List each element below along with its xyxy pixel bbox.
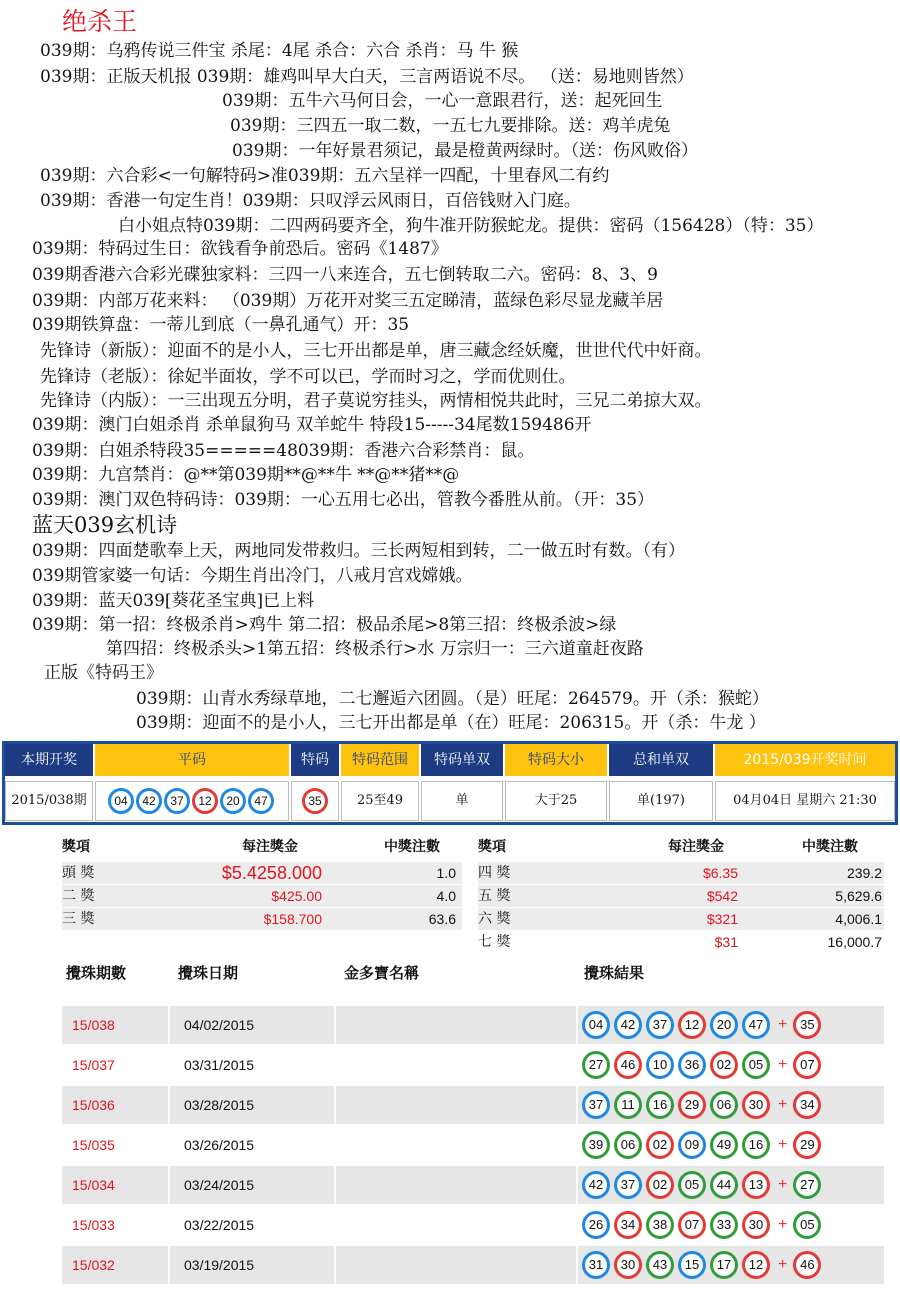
text-line: 039期：六合彩<一句解特码>准039期：五六呈祥一四配，十里春风二有约 [40, 166, 610, 186]
prize-count: 4,006.1 [835, 911, 882, 927]
lottery-ball: 15 [678, 1251, 706, 1279]
draw-row [62, 1166, 884, 1204]
lottery-ball: 27 [793, 1171, 821, 1199]
prize-count: 1.0 [436, 865, 456, 881]
draw-date: 03/19/2015 [170, 1246, 334, 1284]
lottery-ball: 42 [614, 1011, 642, 1039]
lottery-ball: 04 [108, 788, 134, 814]
lottery-ball: 11 [614, 1091, 642, 1119]
text-line: 039期：蓝天039[葵花圣宝典]已上料 [32, 591, 315, 611]
lottery-ball: 38 [646, 1211, 674, 1239]
lottery-ball: 39 [582, 1131, 610, 1159]
draw-row [62, 1126, 884, 1164]
lottery-ball: 37 [582, 1091, 610, 1119]
draw-name [336, 1166, 576, 1204]
lottery-ball: 29 [793, 1131, 821, 1159]
draw-name [336, 1006, 576, 1044]
lottery-ball: 10 [646, 1051, 674, 1079]
text-line: 039期香港六合彩光碟独家料：三四一八来连合，五七倒转取二六。密码：8、3、9 [32, 265, 658, 285]
draw-row [62, 1046, 884, 1084]
draw-id: 15/032 [62, 1246, 168, 1284]
prize-row [62, 908, 462, 930]
text-line: 先锋诗（内版）：一三出现五分明，君子莫说穷挂头，两情相悦共此时，三兄二弟掠大双。 [40, 391, 712, 411]
lottery-ball: 36 [678, 1051, 706, 1079]
draw-result [578, 1086, 884, 1124]
draw-id: 15/036 [62, 1086, 168, 1124]
draw-id: 15/038 [62, 1006, 168, 1044]
lottery-ball: 09 [678, 1131, 706, 1159]
prize-row [478, 931, 884, 953]
lottery-ball: 43 [646, 1251, 674, 1279]
header-special-size: 特码大小 [505, 744, 607, 776]
plus-sign: + [778, 1176, 788, 1193]
text-line: 039期：澳门白姐杀肖 杀单鼠狗马 双羊蛇牛 特段15-----34尾数159486开 [32, 415, 592, 435]
prize-amount: $31 [714, 934, 738, 950]
prize-header-count-right: 中獎注數 [802, 839, 858, 855]
prize-count: 239.2 [846, 865, 882, 881]
regular-balls [95, 781, 289, 821]
lottery-ball: 30 [742, 1211, 770, 1239]
lottery-ball: 34 [614, 1211, 642, 1239]
text-line: 039期铁算盘：一蒂儿到底（一鼻孔通气）开：35 [32, 315, 410, 335]
text-line: 正版《特码王》 [44, 663, 163, 683]
prize-header-amount: 每注獎金 [242, 839, 298, 855]
special-odd-even-value: 单 [421, 781, 503, 821]
lottery-ball: 37 [164, 788, 190, 814]
prize-name: 頭 獎 [62, 865, 95, 881]
draw-id: 15/034 [62, 1166, 168, 1204]
text-line: 039期：香港一句定生肖！039期：只叹浮云风雨日，百倍钱财入门庭。 [40, 191, 581, 211]
draw-name [336, 1246, 576, 1284]
text-line: 039期：第一招：终极杀肖>鸡牛 第二招：极品杀尾>8第三招：终极杀波>绿 [32, 615, 617, 635]
draw-date: 03/26/2015 [184, 1137, 255, 1153]
draw-name [336, 1206, 576, 1244]
lottery-ball: 35 [793, 1011, 821, 1039]
text-line: 039期：四面楚歌奉上天，两地同发带救归。三长两短相到转，二一做五时有数。（有） [32, 541, 685, 561]
lottery-ball: 20 [220, 788, 246, 814]
lottery-ball: 31 [582, 1251, 610, 1279]
lottery-ball: 12 [678, 1011, 706, 1039]
lottery-ball: 37 [614, 1171, 642, 1199]
lottery-ball: 07 [793, 1051, 821, 1079]
lottery-ball: 49 [710, 1131, 738, 1159]
page-title: 绝杀王 [62, 7, 138, 36]
draw-header-id: 攪珠期數 [66, 964, 127, 982]
header-next-draw-time: 2015/039开奖时间 [715, 744, 895, 776]
header-special-range: 特码范围 [341, 744, 419, 776]
text-line: 039期管家婆一句话：今期生肖出冷门，八戒月宫戏嫦娥。 [32, 566, 473, 586]
lottery-ball: 17 [710, 1251, 738, 1279]
draw-header-result: 攪珠結果 [584, 964, 645, 982]
draw-result [578, 1246, 884, 1284]
lottery-ball: 05 [793, 1211, 821, 1239]
plus-sign: + [778, 1096, 788, 1113]
prize-count: 4.0 [436, 888, 456, 904]
text-line: 039期：澳门双色特码诗：039期：一心五用七必出，管教今番胜从前。（开：35） [32, 490, 655, 510]
draw-date: 04/02/2015 [170, 1006, 334, 1044]
text-line: 039期：白姐杀特段35=====48039期：香港六合彩禁肖：鼠。 [32, 441, 535, 461]
plus-sign: + [778, 1256, 788, 1273]
plus-sign: + [778, 1216, 788, 1233]
draw-period: 2015/038期 [5, 781, 93, 821]
header-special-odd-even: 特码单双 [421, 744, 503, 776]
text-line: 039期：正版天机报 039期：雄鸡叫早大白天，三言两语说不尽。 （送：易地则皆然） [40, 67, 694, 87]
text-line: 先锋诗（新版）：迎面不的是小人，三七开出都是单，唐三藏念经妖魔，世世代代中奸商。 [40, 341, 712, 361]
text-line: 039期：特码过生日：欲钱看争前恐后。密码《1487》 [32, 239, 448, 259]
special-size-value: 大于25 [505, 781, 607, 821]
text-line: 039期：山青水秀绿草地，二七邂逅六团圆。（是）旺尾：264579。开（杀：猴蛇） [136, 689, 769, 709]
prize-row [478, 908, 884, 930]
lottery-ball: 12 [742, 1251, 770, 1279]
lottery-ball: 29 [678, 1091, 706, 1119]
header-sum-odd-even: 总和单双 [609, 744, 713, 776]
lottery-ball: 16 [742, 1131, 770, 1159]
lottery-ball: 30 [614, 1251, 642, 1279]
draw-date: 03/24/2015 [170, 1166, 334, 1204]
draw-result [578, 1166, 884, 1204]
draw-result [578, 1046, 884, 1084]
lottery-ball: 37 [646, 1011, 674, 1039]
lottery-ball: 33 [710, 1211, 738, 1239]
lottery-ball: 06 [710, 1091, 738, 1119]
special-ball [291, 781, 339, 821]
lottery-ball: 07 [678, 1211, 706, 1239]
prize-name: 七 獎 [478, 934, 511, 950]
draw-id: 15/033 [72, 1217, 115, 1233]
lottery-ball: 05 [678, 1171, 706, 1199]
text-line: 039期：三四五一取二数，一五七九要排除。送：鸡羊虎兔 [230, 116, 671, 136]
prize-header-name-right: 獎項 [478, 839, 506, 855]
lottery-ball: 26 [582, 1211, 610, 1239]
lottery-ball: 34 [793, 1091, 821, 1119]
draw-result [578, 1006, 884, 1044]
plus-sign: + [778, 1136, 788, 1153]
lottery-ball: 16 [646, 1091, 674, 1119]
draw-name [336, 1046, 576, 1084]
prize-count: 63.6 [428, 911, 456, 927]
lottery-ball: 35 [302, 788, 328, 814]
draw-row [62, 1006, 884, 1044]
draw-result-table [2, 741, 898, 825]
lottery-ball: 02 [646, 1171, 674, 1199]
lottery-ball: 04 [582, 1011, 610, 1039]
lottery-ball: 46 [614, 1051, 642, 1079]
text-line: 039期：一年好景君须记，最是橙黄两绿时。（送：伤风败俗） [232, 141, 698, 161]
lottery-ball: 42 [582, 1171, 610, 1199]
draw-result [578, 1206, 884, 1244]
lottery-ball: 44 [710, 1171, 738, 1199]
text-line: 039期：五牛六马何日会，一心一意跟君行，送：起死回生 [222, 91, 663, 111]
draw-header-name: 金多寶名稱 [344, 964, 420, 982]
prize-row [478, 885, 884, 907]
plus-sign: + [778, 1056, 788, 1073]
prize-amount: $5.4258.000 [221, 863, 322, 883]
sum-odd-even-value: 单(197) [609, 781, 713, 821]
text-line: 先锋诗（老版）：徐妃半面妆，学不可以已，学而时习之，学而优则仕。 [40, 367, 576, 387]
text-line: 第四招：终极杀头>1第五招：终极杀行>水 万宗归一：三六道童赶夜路 [106, 639, 644, 659]
draw-row [62, 1086, 884, 1124]
lottery-ball: 06 [614, 1131, 642, 1159]
draw-result [578, 1126, 884, 1164]
draw-date: 03/28/2015 [170, 1086, 334, 1124]
prize-row [62, 885, 462, 907]
text-line: 039期：乌鸦传说三件宝 杀尾：4尾 杀合：六合 杀肖：马 牛 猴 [40, 41, 519, 61]
lottery-ball: 30 [742, 1091, 770, 1119]
draw-row [62, 1206, 884, 1244]
prize-name: 六 獎 [478, 911, 511, 927]
lottery-ball: 20 [710, 1011, 738, 1039]
next-draw-time-value: 04月04日 星期六 21:30 [715, 781, 895, 821]
draw-date: 03/31/2015 [184, 1057, 255, 1073]
prize-row [62, 862, 462, 884]
header-current-draw: 本期开奖 [5, 744, 93, 776]
draw-row [62, 1246, 884, 1284]
draw-name [336, 1086, 576, 1124]
prize-header-amount-right: 每注獎金 [668, 839, 724, 855]
prize-header-name: 獎項 [62, 839, 90, 855]
lottery-ball: 27 [582, 1051, 610, 1079]
lottery-ball: 05 [742, 1051, 770, 1079]
lottery-ball: 12 [192, 788, 218, 814]
lottery-ball: 02 [710, 1051, 738, 1079]
prize-count: 16,000.7 [827, 934, 882, 950]
prize-table [62, 836, 884, 956]
draw-id: 15/035 [72, 1137, 115, 1153]
special-range-value: 25至49 [341, 781, 419, 821]
header-special-number: 特码 [291, 744, 339, 776]
lottery-ball: 02 [646, 1131, 674, 1159]
text-line: 039期：九宫禁肖：@**第039期**@**牛 **@**猪**@ [32, 465, 460, 485]
draw-header-date: 攪珠日期 [178, 964, 239, 982]
lottery-ball: 13 [742, 1171, 770, 1199]
lottery-ball: 47 [742, 1011, 770, 1039]
draw-date: 03/22/2015 [184, 1217, 255, 1233]
draw-name [336, 1126, 576, 1164]
prize-amount: $542 [706, 888, 738, 904]
prize-name: 二 獎 [62, 888, 95, 904]
prize-count: 5,629.6 [835, 888, 882, 904]
lottery-ball: 46 [793, 1251, 821, 1279]
prize-row [478, 862, 884, 884]
draw-id: 15/037 [72, 1057, 115, 1073]
text-line: 蓝天039玄机诗 [32, 513, 178, 537]
text-line: 白小姐点特039期：二四两码要齐全，狗牛准开防猴蛇龙。提供：密码（156428）（特：35） [118, 216, 824, 236]
text-line: 039期：内部万花来料： （039期）万花开对奖三五定睇清，蓝绿色彩尽显龙藏羊居 [32, 291, 664, 311]
prize-name: 三 獎 [62, 911, 95, 927]
prize-header-count: 中獎注數 [384, 839, 440, 855]
prize-amount: $6.35 [702, 865, 738, 881]
prize-name: 四 獎 [478, 865, 511, 881]
prize-amount: $321 [706, 911, 738, 927]
header-regular-numbers: 平码 [95, 744, 289, 776]
plus-sign: + [778, 1016, 788, 1033]
lottery-ball: 47 [248, 788, 274, 814]
text-line: 039期：迎面不的是小人，三七开出都是单（在）旺尾：206315。开（杀：牛龙 ） [136, 713, 766, 733]
prize-amount: $158.700 [263, 911, 322, 927]
prize-name: 五 獎 [478, 888, 511, 904]
lottery-ball: 42 [136, 788, 162, 814]
prize-amount: $425.00 [271, 888, 322, 904]
